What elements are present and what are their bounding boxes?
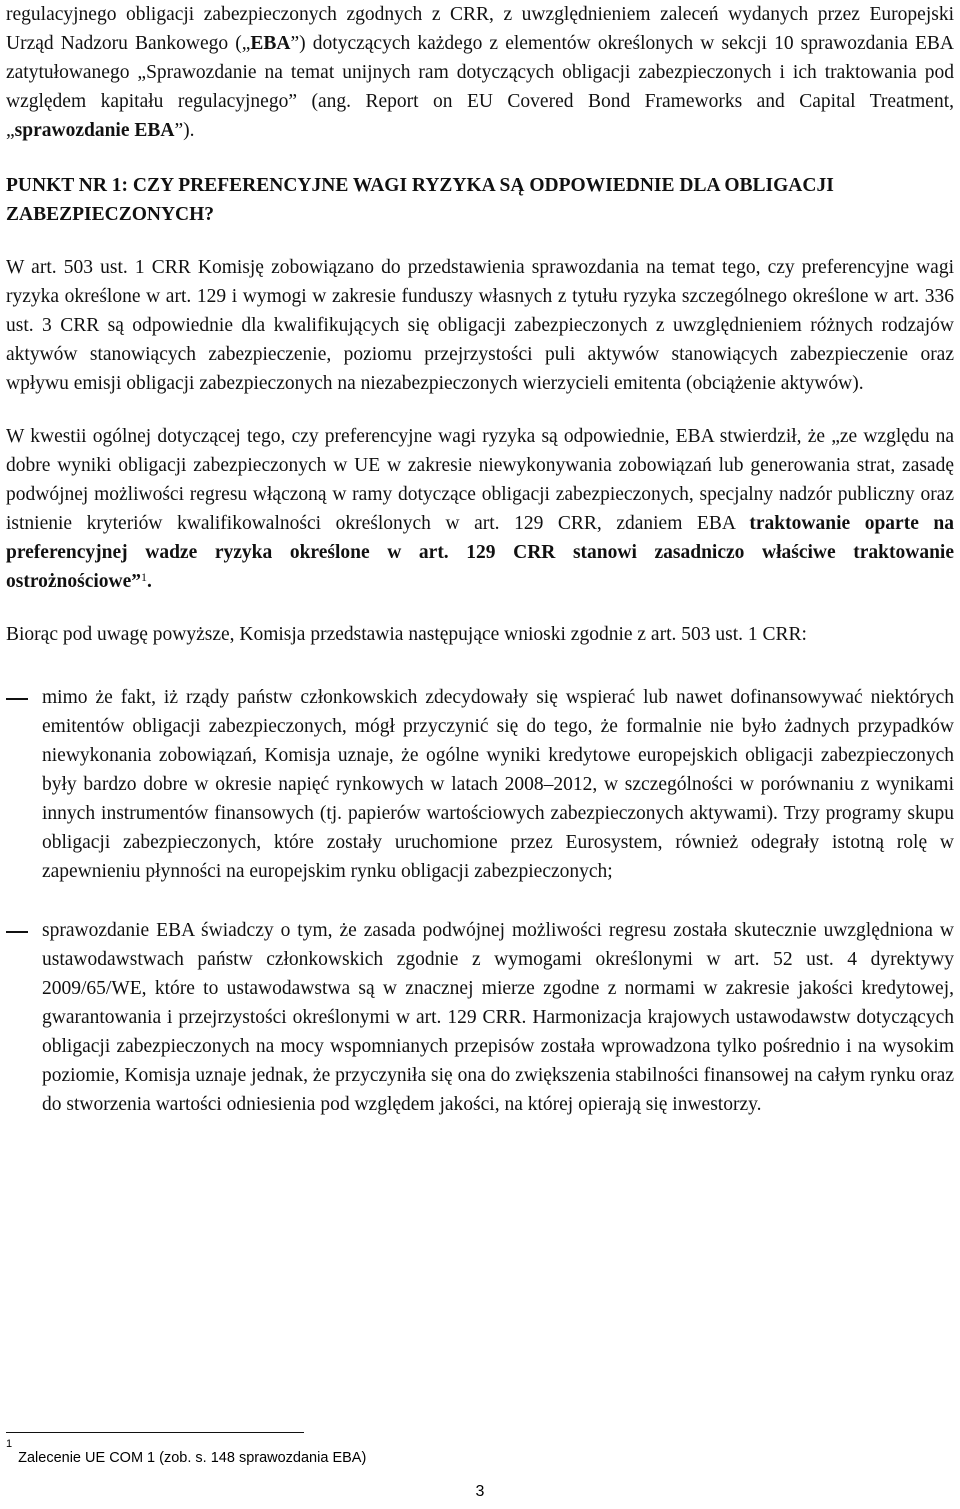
footnote-text: Zalecenie UE COM 1 (zob. s. 148 sprawozdania EBA)	[18, 1450, 367, 1466]
bold-term-eba: EBA	[250, 33, 291, 54]
paragraph-art-503: W art. 503 ust. 1 CRR Komisję zobowiązano do przedstawienia sprawozdania na temat tego, czy preferencyjne wagi ryzyka określone w art. 129 i wymogi w zakresie funduszy własnych z tytułu ryzyka szczególnego określone w art. 336 ust. 3 CRR są odpowiednie dla kwalifikujących się obligacji zabezpieczonych z uwzględnieniem różnych rodzajów aktywów stanowiących zabezpieczenie, poziomu przejrzystości puli aktywów stanowiących zabezpieczenie oraz wpływu emisji obligacji zabezpieczonych na niezabezpieczonych wierzycieli emitenta (obciążenie aktywów).	[6, 257, 954, 394]
paragraph-intro	[6, 0, 954, 145]
conclusions-list	[6, 683, 954, 1119]
text-run: ”) dotyczących każdego z elementów określonych w sekcji 10 sprawozdania EBA zatytułowanego „Sprawozdanie na temat unijnych ram dotyczących obligacji zabezpieczonych i ich traktowania pod względem kapitału regulacyjnego” (ang. Report on EU Covered Bond Frameworks and Capital Treatment, „	[6, 33, 955, 141]
bold-conclusion: traktowanie oparte na preferencyjnej wadze ryzyka określone w art. 129 CRR stanowi zasadniczo właściwe traktowanie ostrożnościowe	[6, 513, 954, 592]
list-item-text: mimo że fakt, iż rządy państw członkowskich zdecydowały się wspierać lub nawet dofinansowywać niektórych emitentów obligacji zabezpieczonych, mógł przyczynić się do tego, że formalnie nie było żadnych przypadków niewykonania zobowiązań, Komisja uznaje, że ogólne wyniki kredytowe europejskich obligacji zabezpieczonych były bardzo dobre w okresie napięć rynkowych w latach 2008–2012, w szczególności w porównaniu z wynikami innych instrumentów finansowych (tj. papierów wartościowych zabezpieczonych aktywami). Trzy programy skupu obligacji zabezpieczonych, które zostały uruchomione przez Eurosystem, również odegrały istotną rolę w zapewnieniu płynności na europejskim rynku obligacji zabezpieczonych;	[42, 687, 954, 882]
bold-term-report: sprawozdanie EBA	[14, 120, 175, 141]
footnote	[6, 1436, 366, 1468]
list-item	[6, 916, 954, 1119]
page-number: 3	[475, 1483, 485, 1500]
text-run: ”).	[174, 120, 195, 141]
footnote-number: 1	[6, 1438, 13, 1450]
closing-quote: ”	[131, 571, 142, 592]
text-run: .	[147, 571, 152, 592]
paragraph-conclusions-intro: Biorąc pod uwagę powyższe, Komisja przedstawia następujące wnioski zgodnie z art. 503 ust. 1 CRR:	[6, 624, 807, 645]
paragraph-eba-finding	[6, 422, 954, 596]
footnote-divider	[6, 1432, 304, 1433]
text-run: W kwestii ogólnej dotyczącej tego, czy preferencyjne wagi ryzyka są odpowiednie, EBA stwierdził, że „ze względu na dobre wyniki obligacji zabezpieczonych w UE w zakresie niewykonywania zobowiązań lub generowania strat, zasadę podwójnej możliwości regresu włączoną w ramy dotyczące obligacji zabezpieczonych, specjalny nadzór publiczny oraz istnienie kryteriów kwalifikowalności określonych w art. 129 CRR, zdaniem EBA	[6, 426, 954, 534]
section-heading: PUNKT NR 1: CZY PREFERENCYJNE WAGI RYZYKA SĄ ODPOWIEDNIE DLA OBLIGACJI ZABEZPIECZONYCH?	[6, 175, 834, 225]
footnote-reference[interactable]: 1	[141, 570, 148, 584]
text-run: regulacyjnego obligacji zabezpieczonych zgodnych z CRR, z uwzględnieniem zaleceń wydanych przez Europejski Urząd Nadzoru Bankowego („	[6, 4, 954, 54]
list-item	[6, 683, 954, 886]
list-item-text: sprawozdanie EBA świadczy o tym, że zasada podwójnej możliwości regresu została skutecznie uwzględniona w ustawodawstwach państw członkowskich zgodnie z wymogami określonymi w art. 52 ust. 4 dyrektywy 2009/65/WE, które to ustawodawstwa są w znacznej mierze zgodne z normami w zakresie jakości kredytowej, gwarantowania i przejrzystości określonymi w art. 129 CRR. Harmonizacja krajowych ustawodawstw dotyczących obligacji zabezpieczonych na mocy wspomnianych przepisów została wprowadzona tylko pośrednio i na wysokim poziomie, Komisja uznaje jednak, że przyczyniła się ona do zwiększenia stabilności finansowej na całym rynku oraz do stworzenia wartości odniesienia pod względem jakości, na której opierają się inwestorzy.	[42, 920, 954, 1115]
